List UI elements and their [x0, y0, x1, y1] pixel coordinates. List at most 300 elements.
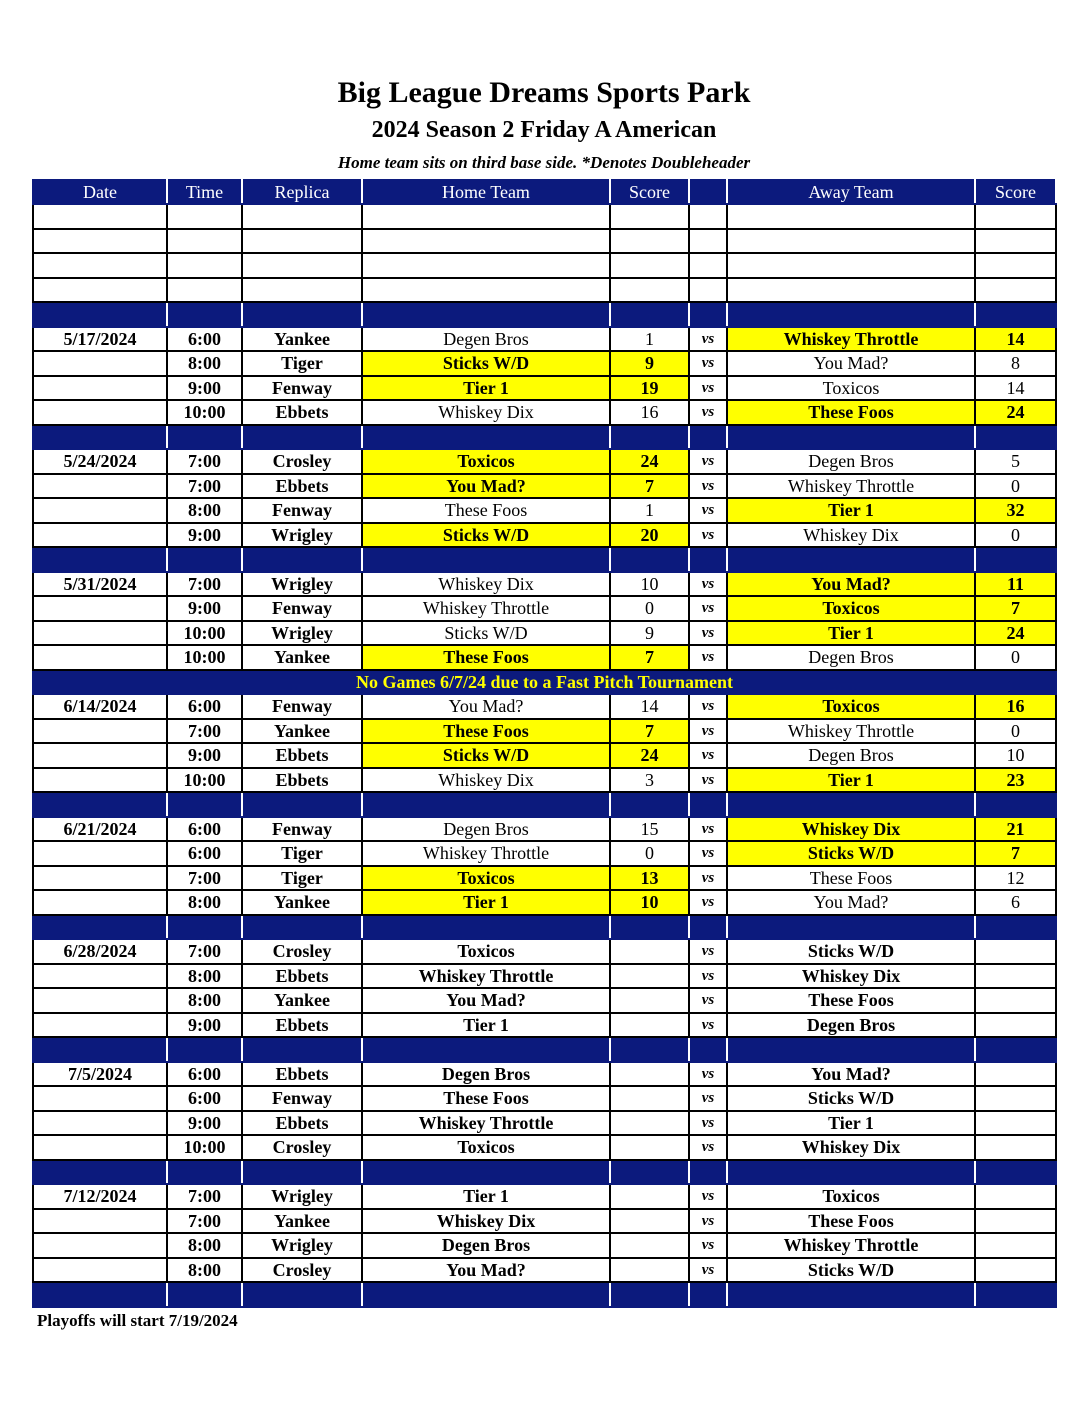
- week-separator-row: [33, 1160, 1056, 1185]
- game-time: 8:00: [167, 1258, 242, 1283]
- separator-cell: [689, 302, 727, 327]
- away-score: [975, 1209, 1056, 1234]
- separator-cell: [727, 915, 975, 940]
- separator-cell: [33, 915, 167, 940]
- game-row: [33, 841, 1056, 866]
- away-score: 21: [975, 817, 1056, 842]
- separator-cell: [33, 425, 167, 450]
- game-time: 10:00: [167, 1135, 242, 1160]
- home-team: You Mad?: [362, 1258, 610, 1283]
- home-score: [610, 988, 689, 1013]
- away-score: 10: [975, 743, 1056, 768]
- separator-cell: [242, 792, 362, 817]
- separator-cell: [610, 547, 689, 572]
- game-date: 5/17/2024: [33, 327, 167, 352]
- game-replica-field: Yankee: [242, 327, 362, 352]
- game-time: 7:00: [167, 1184, 242, 1209]
- blank-cell: [975, 253, 1056, 278]
- separator-cell: [242, 915, 362, 940]
- separator-cell: [975, 1282, 1056, 1307]
- home-score: 1: [610, 498, 689, 523]
- vs-label: vs: [689, 351, 727, 376]
- game-row: [33, 1086, 1056, 1111]
- vs-label: vs: [689, 523, 727, 548]
- game-time: 6:00: [167, 694, 242, 719]
- home-score: 16: [610, 400, 689, 425]
- game-date: [33, 768, 167, 793]
- blank-cell: [167, 204, 242, 229]
- game-replica-field: Ebbets: [242, 474, 362, 499]
- separator-cell: [727, 547, 975, 572]
- away-score: 23: [975, 768, 1056, 793]
- home-score: 24: [610, 743, 689, 768]
- game-replica-field: Yankee: [242, 890, 362, 915]
- separator-cell: [975, 425, 1056, 450]
- blank-row: [33, 253, 1056, 278]
- game-date: [33, 1209, 167, 1234]
- game-time: 8:00: [167, 890, 242, 915]
- away-score: 14: [975, 376, 1056, 401]
- blank-cell: [362, 229, 610, 254]
- away-score: [975, 1086, 1056, 1111]
- away-score: 8: [975, 351, 1056, 376]
- game-replica-field: Crosley: [242, 1135, 362, 1160]
- separator-cell: [33, 792, 167, 817]
- home-team: You Mad?: [362, 988, 610, 1013]
- away-score: 5: [975, 449, 1056, 474]
- game-row: [33, 1184, 1056, 1209]
- away-team: Degen Bros: [727, 743, 975, 768]
- separator-cell: [362, 1037, 610, 1062]
- away-score: 16: [975, 694, 1056, 719]
- game-date: [33, 596, 167, 621]
- separator-cell: [167, 915, 242, 940]
- game-replica-field: Ebbets: [242, 1013, 362, 1038]
- game-time: 7:00: [167, 572, 242, 597]
- separator-cell: [242, 302, 362, 327]
- game-row: [33, 327, 1056, 352]
- home-team: Whiskey Dix: [362, 400, 610, 425]
- vs-label: vs: [689, 1209, 727, 1234]
- away-score: [975, 939, 1056, 964]
- separator-cell: [362, 547, 610, 572]
- col-home-team-header: Home Team: [362, 180, 610, 204]
- home-score: 1: [610, 327, 689, 352]
- game-row: [33, 523, 1056, 548]
- separator-cell: [242, 425, 362, 450]
- game-time: 7:00: [167, 474, 242, 499]
- game-replica-field: Tiger: [242, 351, 362, 376]
- blank-cell: [689, 204, 727, 229]
- home-score: 10: [610, 572, 689, 597]
- home-score: 20: [610, 523, 689, 548]
- week-separator-row: [33, 425, 1056, 450]
- schedule-note: Home team sits on third base side. *Denotes Doubleheader: [337, 153, 751, 172]
- game-date: [33, 964, 167, 989]
- table-body: [33, 204, 1056, 1307]
- game-replica-field: Wrigley: [242, 1233, 362, 1258]
- separator-cell: [167, 792, 242, 817]
- game-time: 8:00: [167, 988, 242, 1013]
- game-time: 10:00: [167, 400, 242, 425]
- vs-label: vs: [689, 939, 727, 964]
- blank-cell: [610, 229, 689, 254]
- home-team: Toxicos: [362, 866, 610, 891]
- separator-cell: [610, 1160, 689, 1185]
- separator-cell: [727, 792, 975, 817]
- home-score: [610, 1135, 689, 1160]
- away-team: Whiskey Throttle: [727, 719, 975, 744]
- separator-cell: [33, 1282, 167, 1307]
- week-separator-row: [33, 1282, 1056, 1307]
- game-replica-field: Fenway: [242, 376, 362, 401]
- blank-cell: [975, 229, 1056, 254]
- away-score: 24: [975, 621, 1056, 646]
- vs-label: vs: [689, 1013, 727, 1038]
- away-score: 14: [975, 327, 1056, 352]
- away-score: 0: [975, 719, 1056, 744]
- game-row: [33, 474, 1056, 499]
- home-score: 9: [610, 621, 689, 646]
- home-score: [610, 1258, 689, 1283]
- game-date: [33, 523, 167, 548]
- game-replica-field: Wrigley: [242, 523, 362, 548]
- vs-label: vs: [689, 1062, 727, 1087]
- away-team: Tier 1: [727, 1111, 975, 1136]
- separator-cell: [975, 915, 1056, 940]
- separator-cell: [33, 1160, 167, 1185]
- game-row: [33, 376, 1056, 401]
- col-vs-header: [689, 180, 727, 204]
- game-date: 6/21/2024: [33, 817, 167, 842]
- game-row: [33, 400, 1056, 425]
- blank-cell: [610, 253, 689, 278]
- game-time: 9:00: [167, 1111, 242, 1136]
- game-time: 8:00: [167, 498, 242, 523]
- away-team: Whiskey Dix: [727, 964, 975, 989]
- away-team: You Mad?: [727, 351, 975, 376]
- game-row: [33, 1258, 1056, 1283]
- blank-cell: [362, 204, 610, 229]
- away-score: 7: [975, 596, 1056, 621]
- blank-cell: [33, 278, 167, 303]
- blank-cell: [242, 204, 362, 229]
- home-score: 24: [610, 449, 689, 474]
- separator-cell: [610, 1282, 689, 1307]
- separator-cell: [975, 302, 1056, 327]
- game-replica-field: Crosley: [242, 449, 362, 474]
- away-score: 24: [975, 400, 1056, 425]
- game-date: [33, 621, 167, 646]
- separator-cell: [167, 1037, 242, 1062]
- separator-cell: [689, 547, 727, 572]
- home-team: Sticks W/D: [362, 351, 610, 376]
- col-replica-header: Replica: [242, 180, 362, 204]
- game-date: [33, 988, 167, 1013]
- game-row: [33, 743, 1056, 768]
- game-date: [33, 400, 167, 425]
- away-team: Degen Bros: [727, 645, 975, 670]
- blank-cell: [33, 253, 167, 278]
- separator-cell: [167, 1160, 242, 1185]
- home-team: Whiskey Throttle: [362, 841, 610, 866]
- away-score: 7: [975, 841, 1056, 866]
- away-score: [975, 1062, 1056, 1087]
- blank-cell: [362, 278, 610, 303]
- week-separator-row: [33, 915, 1056, 940]
- away-score: [975, 1184, 1056, 1209]
- no-games-notice: No Games 6/7/24 due to a Fast Pitch Tournament: [33, 670, 1056, 695]
- game-time: 10:00: [167, 645, 242, 670]
- game-date: [33, 1135, 167, 1160]
- away-team: These Foos: [727, 400, 975, 425]
- away-team: You Mad?: [727, 1062, 975, 1087]
- away-team: Whiskey Dix: [727, 817, 975, 842]
- home-team: These Foos: [362, 1086, 610, 1111]
- game-time: 9:00: [167, 596, 242, 621]
- vs-label: vs: [689, 621, 727, 646]
- vs-label: vs: [689, 1258, 727, 1283]
- home-score: [610, 1209, 689, 1234]
- separator-cell: [362, 302, 610, 327]
- game-replica-field: Yankee: [242, 1209, 362, 1234]
- home-score: [610, 1233, 689, 1258]
- vs-label: vs: [689, 596, 727, 621]
- away-team: Toxicos: [727, 376, 975, 401]
- game-time: 7:00: [167, 1209, 242, 1234]
- separator-cell: [975, 547, 1056, 572]
- game-replica-field: Ebbets: [242, 1062, 362, 1087]
- home-team: Tier 1: [362, 376, 610, 401]
- blank-cell: [727, 278, 975, 303]
- game-date: 5/24/2024: [33, 449, 167, 474]
- home-team: Degen Bros: [362, 1062, 610, 1087]
- separator-cell: [727, 1160, 975, 1185]
- blank-cell: [33, 204, 167, 229]
- vs-label: vs: [689, 327, 727, 352]
- home-score: 7: [610, 719, 689, 744]
- vs-label: vs: [689, 474, 727, 499]
- separator-cell: [689, 915, 727, 940]
- game-date: [33, 351, 167, 376]
- game-date: [33, 743, 167, 768]
- game-replica-field: Wrigley: [242, 621, 362, 646]
- vs-label: vs: [689, 743, 727, 768]
- home-team: Sticks W/D: [362, 621, 610, 646]
- blank-row: [33, 229, 1056, 254]
- game-time: 9:00: [167, 523, 242, 548]
- schedule-table: [32, 179, 1057, 1308]
- footer-note: Playoffs will start 7/19/2024: [37, 1311, 238, 1330]
- game-date: [33, 376, 167, 401]
- separator-cell: [727, 1037, 975, 1062]
- separator-cell: [167, 547, 242, 572]
- vs-label: vs: [689, 890, 727, 915]
- week-separator-row: [33, 302, 1056, 327]
- game-row: [33, 890, 1056, 915]
- blank-cell: [727, 204, 975, 229]
- game-time: 7:00: [167, 866, 242, 891]
- home-team: Whiskey Dix: [362, 1209, 610, 1234]
- game-replica-field: Wrigley: [242, 572, 362, 597]
- game-replica-field: Ebbets: [242, 768, 362, 793]
- separator-cell: [362, 915, 610, 940]
- vs-label: vs: [689, 817, 727, 842]
- game-row: [33, 645, 1056, 670]
- game-row: [33, 498, 1056, 523]
- game-row: [33, 988, 1056, 1013]
- game-replica-field: Yankee: [242, 645, 362, 670]
- game-replica-field: Ebbets: [242, 743, 362, 768]
- game-time: 8:00: [167, 964, 242, 989]
- blank-cell: [242, 253, 362, 278]
- game-date: [33, 498, 167, 523]
- game-row: [33, 1135, 1056, 1160]
- home-team: Toxicos: [362, 449, 610, 474]
- table-header-row: [33, 180, 1056, 204]
- blank-cell: [727, 253, 975, 278]
- page-title: Big League Dreams Sports Park: [337, 76, 751, 109]
- game-row: [33, 1111, 1056, 1136]
- game-replica-field: Tiger: [242, 866, 362, 891]
- away-team: Toxicos: [727, 596, 975, 621]
- separator-cell: [689, 1160, 727, 1185]
- separator-cell: [33, 1037, 167, 1062]
- home-score: 14: [610, 694, 689, 719]
- vs-label: vs: [689, 498, 727, 523]
- blank-cell: [975, 204, 1056, 229]
- home-team: Tier 1: [362, 1013, 610, 1038]
- separator-cell: [610, 1037, 689, 1062]
- separator-cell: [689, 1037, 727, 1062]
- home-score: 3: [610, 768, 689, 793]
- home-team: Whiskey Throttle: [362, 1111, 610, 1136]
- separator-cell: [727, 425, 975, 450]
- game-date: [33, 645, 167, 670]
- away-team: Sticks W/D: [727, 841, 975, 866]
- separator-cell: [362, 425, 610, 450]
- game-row: [33, 719, 1056, 744]
- away-score: 0: [975, 474, 1056, 499]
- vs-label: vs: [689, 449, 727, 474]
- home-team: Toxicos: [362, 1135, 610, 1160]
- away-team: Sticks W/D: [727, 1258, 975, 1283]
- blank-cell: [689, 229, 727, 254]
- home-team: Degen Bros: [362, 1233, 610, 1258]
- vs-label: vs: [689, 964, 727, 989]
- separator-cell: [727, 1282, 975, 1307]
- game-row: [33, 939, 1056, 964]
- separator-cell: [975, 1037, 1056, 1062]
- game-time: 8:00: [167, 351, 242, 376]
- game-time: 6:00: [167, 817, 242, 842]
- away-score: [975, 964, 1056, 989]
- separator-cell: [242, 1282, 362, 1307]
- away-team: These Foos: [727, 866, 975, 891]
- separator-cell: [975, 1160, 1056, 1185]
- away-score: [975, 1135, 1056, 1160]
- game-date: [33, 1086, 167, 1111]
- away-score: 6: [975, 890, 1056, 915]
- col-away-score-header: Score: [975, 180, 1056, 204]
- away-score: 0: [975, 523, 1056, 548]
- home-team: These Foos: [362, 719, 610, 744]
- home-score: 13: [610, 866, 689, 891]
- game-replica-field: Tiger: [242, 841, 362, 866]
- blank-cell: [975, 278, 1056, 303]
- week-separator-row: [33, 1037, 1056, 1062]
- page-subtitle: 2024 Season 2 Friday A American: [371, 117, 717, 143]
- game-replica-field: Crosley: [242, 939, 362, 964]
- home-score: [610, 964, 689, 989]
- game-row: [33, 449, 1056, 474]
- separator-cell: [242, 547, 362, 572]
- game-time: 10:00: [167, 621, 242, 646]
- game-time: 9:00: [167, 1013, 242, 1038]
- separator-cell: [727, 302, 975, 327]
- away-score: [975, 1233, 1056, 1258]
- vs-label: vs: [689, 866, 727, 891]
- game-time: 9:00: [167, 743, 242, 768]
- vs-label: vs: [689, 988, 727, 1013]
- blank-cell: [689, 278, 727, 303]
- home-score: [610, 1086, 689, 1111]
- game-date: [33, 890, 167, 915]
- vs-label: vs: [689, 1184, 727, 1209]
- game-date: 6/28/2024: [33, 939, 167, 964]
- home-team: You Mad?: [362, 474, 610, 499]
- game-time: 7:00: [167, 449, 242, 474]
- away-score: 12: [975, 866, 1056, 891]
- home-score: 19: [610, 376, 689, 401]
- game-date: [33, 866, 167, 891]
- game-date: [33, 1013, 167, 1038]
- week-separator-row: [33, 792, 1056, 817]
- game-replica-field: Yankee: [242, 719, 362, 744]
- separator-cell: [167, 425, 242, 450]
- game-row: [33, 1209, 1056, 1234]
- blank-cell: [727, 229, 975, 254]
- separator-cell: [689, 1282, 727, 1307]
- away-team: Whiskey Throttle: [727, 1233, 975, 1258]
- away-score: 32: [975, 498, 1056, 523]
- separator-cell: [610, 792, 689, 817]
- game-row: [33, 768, 1056, 793]
- vs-label: vs: [689, 645, 727, 670]
- vs-label: vs: [689, 400, 727, 425]
- away-team: Toxicos: [727, 694, 975, 719]
- home-team: Tier 1: [362, 890, 610, 915]
- away-score: 11: [975, 572, 1056, 597]
- away-team: Whiskey Dix: [727, 523, 975, 548]
- separator-cell: [167, 302, 242, 327]
- home-score: 7: [610, 474, 689, 499]
- game-time: 8:00: [167, 1233, 242, 1258]
- game-row: [33, 621, 1056, 646]
- game-replica-field: Ebbets: [242, 400, 362, 425]
- home-score: 10: [610, 890, 689, 915]
- game-date: [33, 474, 167, 499]
- game-time: 6:00: [167, 327, 242, 352]
- home-score: [610, 1013, 689, 1038]
- separator-cell: [362, 1282, 610, 1307]
- vs-label: vs: [689, 1233, 727, 1258]
- blank-cell: [689, 253, 727, 278]
- game-replica-field: Fenway: [242, 817, 362, 842]
- game-row: [33, 694, 1056, 719]
- home-team: Degen Bros: [362, 817, 610, 842]
- game-row: [33, 351, 1056, 376]
